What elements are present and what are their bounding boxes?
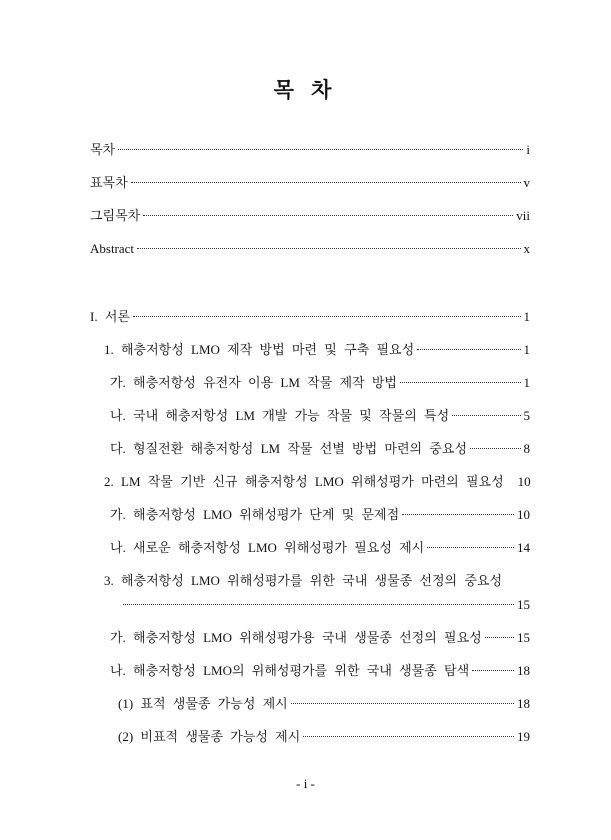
toc-label: 나. 해충저항성 LMO의 위해성평가를 위한 국내 생물종 탐색: [110, 663, 470, 678]
toc-page: vii: [516, 208, 530, 223]
toc-page: 1: [523, 375, 530, 390]
toc-entry[interactable]: [90, 237, 530, 270]
dot-leader: [417, 349, 520, 350]
dot-leader: [143, 215, 513, 216]
toc-entry[interactable]: [90, 725, 530, 758]
toc-entry[interactable]: [90, 626, 530, 659]
toc-page: 8: [523, 441, 530, 456]
dot-leader: [133, 316, 521, 317]
toc-entry[interactable]: [90, 338, 530, 371]
toc-label: (2) 비표적 생물종 가능성 제시: [118, 729, 301, 744]
toc-label: 다. 형질전환 해충저항성 LM 작물 선별 방법 마련의 중요성: [110, 441, 468, 456]
toc-entry[interactable]: [90, 437, 530, 470]
toc-entry[interactable]: [90, 470, 530, 503]
dot-leader: [137, 248, 520, 249]
toc-page: 5: [523, 408, 530, 423]
dot-leader: [452, 415, 520, 416]
chapter-toc: [90, 305, 530, 758]
dot-leader: [427, 547, 514, 548]
dot-leader: [470, 448, 520, 449]
toc-page: 10: [517, 507, 530, 522]
toc-entry[interactable]: [90, 659, 530, 692]
dot-leader: [402, 514, 514, 515]
toc-entry[interactable]: [90, 305, 530, 338]
toc-label: 2. LM 작물 기반 신규 해충저항성 LMO 위해성평가 마련의 필요성: [104, 474, 504, 489]
toc-label: Abstract: [90, 241, 135, 256]
toc-page: 19: [517, 729, 530, 744]
toc-label: 그림목차: [90, 208, 141, 223]
toc-label: 나. 새로운 해충저항성 LMO 위해성평가 필요성 제시: [110, 540, 425, 555]
toc-entry[interactable]: [90, 692, 530, 725]
toc-entry[interactable]: [90, 204, 530, 237]
toc-page: 15: [517, 597, 530, 612]
toc-label: 1. 해충저항성 LMO 제작 방법 마련 및 구축 필요성: [104, 342, 415, 357]
dot-leader: [472, 670, 514, 671]
toc-page: 14: [517, 540, 530, 555]
dot-leader: [303, 736, 514, 737]
toc-page: x: [523, 241, 530, 256]
toc-label: 가. 해충저항성 유전자 이용 LM 작물 제작 방법: [110, 375, 397, 390]
page-number: - i -: [296, 776, 315, 791]
toc-label: 가. 해충저항성 LMO 위해성평가 단계 및 문제점: [110, 507, 400, 522]
toc-entry[interactable]: [90, 371, 530, 404]
toc-page: 1: [523, 342, 530, 357]
toc-page: 18: [517, 696, 530, 711]
toc-entry[interactable]: [90, 171, 530, 204]
toc-page: v: [523, 175, 530, 190]
dot-leader: [485, 637, 514, 638]
toc-entry[interactable]: [90, 536, 530, 569]
dot-leader: [118, 149, 523, 150]
toc-page: i: [526, 142, 530, 157]
toc-label: 표목차: [90, 175, 128, 190]
toc-entry[interactable]: [90, 503, 530, 536]
toc-label: 목차: [90, 142, 116, 157]
toc-entry[interactable]: [90, 569, 530, 593]
toc-page: 18: [517, 663, 530, 678]
toc-label: 나. 국내 해충저항성 LM 개발 가능 작물 및 작물의 특성: [110, 408, 450, 423]
toc-label: 가. 해충저항성 LMO 위해성평가용 국내 생물종 선정의 필요성: [110, 630, 482, 645]
toc-entry-continuation[interactable]: [90, 593, 530, 626]
front-matter-toc: [90, 138, 530, 270]
toc-page: 10: [517, 474, 531, 489]
toc-entry[interactable]: [90, 404, 530, 437]
toc-entry[interactable]: [90, 138, 530, 171]
toc-label: I. 서론: [90, 309, 130, 324]
dot-leader: [400, 382, 521, 383]
toc-page: 15: [517, 630, 530, 645]
dot-leader: [131, 182, 521, 183]
dot-leader: [123, 604, 514, 605]
dot-leader: [291, 703, 514, 704]
toc-label: 3. 해충저항성 LMO 위해성평가를 위한 국내 생물종 선정의 중요성: [104, 573, 503, 588]
toc-label: (1) 표적 생물종 가능성 제시: [118, 696, 288, 711]
page-title: 목 차: [273, 78, 338, 102]
toc-page: 1: [523, 309, 530, 324]
